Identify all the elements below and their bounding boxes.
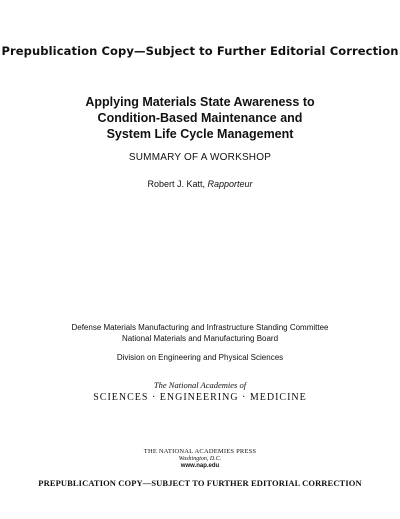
title-line-2: Condition-Based Maintenance and xyxy=(97,111,303,125)
committee-line-2: National Materials and Manufacturing Board xyxy=(121,333,279,343)
prepublication-banner: Prepublication Copy—Subject to Further Editorial Correction xyxy=(1,44,399,58)
publisher-name: THE NATIONAL ACADEMIES PRESS xyxy=(143,448,257,455)
author-role: Rapporteur xyxy=(207,179,253,189)
author-name: Robert J. Katt, xyxy=(147,179,205,189)
publisher-url: www.nap.edu xyxy=(180,463,220,469)
title-line-1: Applying Materials State Awareness to xyxy=(85,95,315,109)
publisher-block xyxy=(0,448,400,471)
author-line xyxy=(0,179,400,189)
logo-line-1: The National Academies of xyxy=(153,380,247,390)
report-title xyxy=(0,94,400,142)
publisher-city: Washington, D.C. xyxy=(178,455,222,462)
prepublication-footer-banner: PREPUBLICATION COPY—SUBJECT TO FURTHER EDITORIAL CORRECTION xyxy=(38,478,362,488)
national-academies-logo xyxy=(0,380,400,405)
logo-line-2: SCIENCES · ENGINEERING · MEDICINE xyxy=(93,392,307,403)
division-name: Division on Engineering and Physical Sciences xyxy=(116,353,284,362)
title-line-3: System Life Cycle Management xyxy=(106,127,294,141)
committee-block xyxy=(0,323,400,344)
committee-line-1: Defense Materials Manufacturing and Infrastructure Standing Committee xyxy=(71,323,329,332)
report-subtitle: SUMMARY OF A WORKSHOP xyxy=(128,152,272,163)
